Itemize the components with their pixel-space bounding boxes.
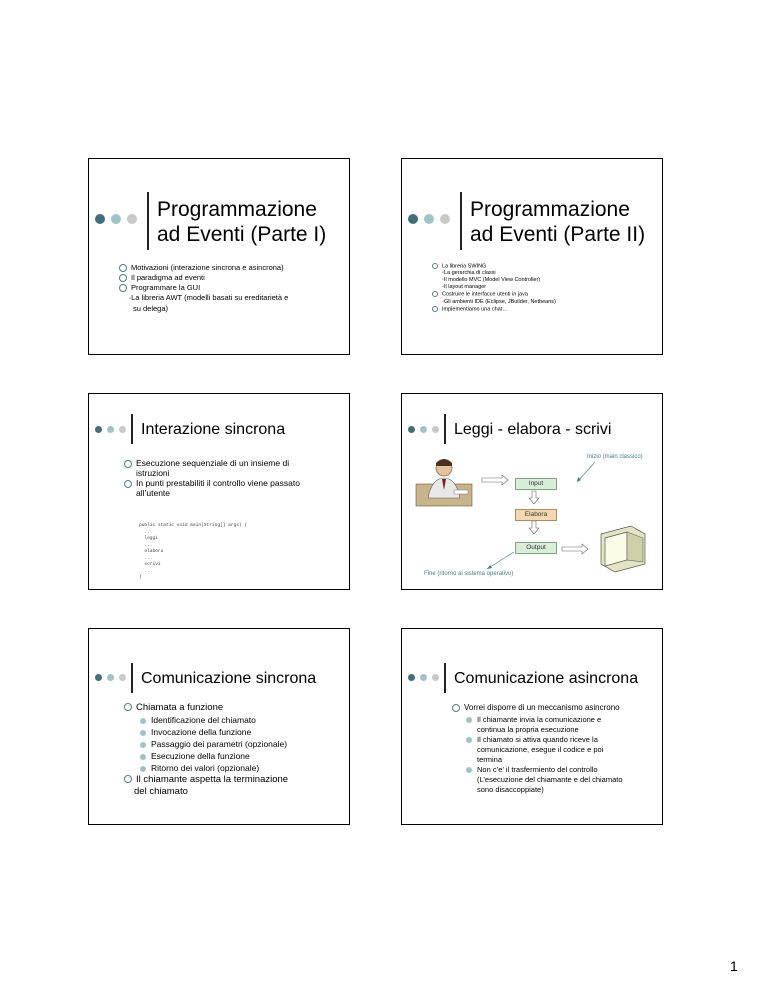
slide-2 bbox=[401, 158, 663, 355]
slide-bullets: Chiamata a funzione Identificazione del chiamato Invocazione della funzione Passaggio dei parametri (opzionale) Esecuzione della funzione Ritorno dei valori (opzionale) Il chiamante aspetta la terminazione del chiamato bbox=[124, 702, 346, 798]
slide-dots bbox=[408, 214, 456, 224]
code-snippet: public static void main(String[] args) { ... leggi ... elabora ... scrivi ... } bbox=[139, 523, 248, 580]
end-note: Fine (ritorno al sistema operativo) bbox=[424, 571, 514, 577]
slide-bullets: Esecuzione sequenziale di un insieme di istruzioni In punti prestabiliti il controllo viene passato all’utente bbox=[124, 458, 344, 498]
slide-4 bbox=[401, 393, 663, 590]
slide-1 bbox=[88, 158, 350, 355]
slide-bullets: Motivazioni (interazione sincrona e asincrona) Il paradigma ad eventi Programmare la GUI ◦La libreria AWT (modelli basati su ereditarietà e su delega) bbox=[119, 263, 344, 314]
slide-title: Programmazione ad Eventi (Parte I) bbox=[157, 198, 327, 246]
slide-title: Comunicazione asincrona bbox=[454, 670, 639, 687]
slide-title: Programmazione ad Eventi (Parte II) bbox=[470, 198, 646, 246]
slide-dots bbox=[95, 214, 143, 224]
slide-5 bbox=[88, 628, 350, 825]
slide-bullets: La libreria SWING ◦La gerarchia di classi ◦Il modello MVC (Model View Controller) ◦Il layout manager Costruire le interfacce utenti in java ◦Gli ambienti IDE (Eclipse, JBuilder, Netbeans) Implementiamo una chat… bbox=[432, 263, 657, 313]
page-number: 1 bbox=[730, 958, 738, 974]
slide-bullets: Vorrei disporre di un meccanismo asincrono Il chiamante invia la comunicazione e continua la propria esecuzione Il chiamato si attiva quando riceve la comunicazione, esegue il codice e poi termina Non c’e’ il trasfermiento del controllo (L’esecuzione del chiamante e del chiamato sono disaccoppiate) bbox=[452, 703, 660, 795]
slide-title: Interazione sincrona bbox=[141, 421, 286, 438]
slide-dots bbox=[95, 674, 132, 681]
output-box: Output bbox=[515, 542, 557, 554]
input-box: Input bbox=[515, 478, 557, 490]
elabora-box: Elabora bbox=[515, 509, 557, 521]
start-note: Inizio (main classico) bbox=[587, 454, 643, 460]
slide-dots bbox=[408, 674, 445, 681]
slide-3 bbox=[88, 393, 350, 590]
slide-title: Comunicazione sincrona bbox=[141, 670, 317, 687]
slide-title: Leggi - elabora - scrivi bbox=[454, 421, 612, 438]
slide-dots bbox=[95, 426, 132, 433]
slide-6 bbox=[401, 628, 663, 825]
monitor-illustration bbox=[597, 524, 649, 574]
